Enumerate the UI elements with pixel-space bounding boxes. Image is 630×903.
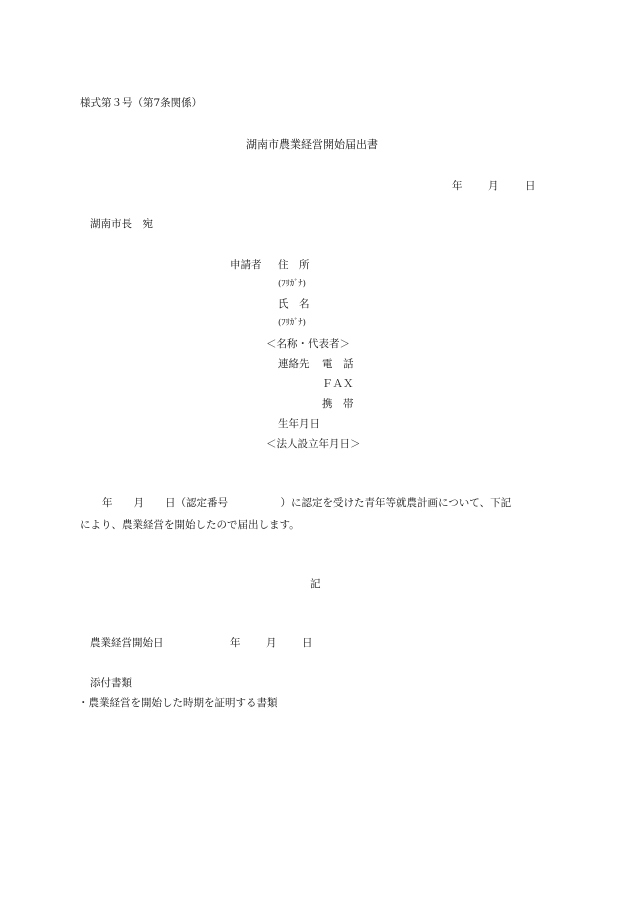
mobile-label: 携 帯 <box>322 398 354 410</box>
corporate-date-label: ＜法人設立年月日＞ <box>266 438 361 450</box>
body-text-line: 年 月 日（認定番号 ）に認定を受けた青年等就農計画について、下記 <box>102 497 512 509</box>
fax-label: ＦＡＸ <box>322 378 354 390</box>
attachments-heading: 添付書類 <box>90 677 132 689</box>
name-label: 氏 名 <box>278 298 310 310</box>
ki-heading: 記 <box>310 578 321 590</box>
recipient: 湖南市長 宛 <box>90 218 153 230</box>
submission-date-year: 年 <box>452 180 463 192</box>
attachment-item: ・農業経営を開始した時期を証明する書類 <box>78 697 278 709</box>
start-date-label: 農業経営開始日 <box>90 637 164 649</box>
phone-label: 電 話 <box>322 358 354 370</box>
submission-date-day: 日 <box>525 180 536 192</box>
contact-label: 連絡先 <box>278 358 310 370</box>
form-number: 様式第３号（第7条関係） <box>80 97 203 109</box>
corporate-name-label: ＜名称・代表者＞ <box>266 338 350 350</box>
applicant-label: 申請者 <box>230 259 262 271</box>
address-label: 住 所 <box>278 259 310 271</box>
furigana-label: (ﾌﾘｶﾞﾅ) <box>278 279 306 289</box>
body-text-line: により、農業経営を開始したので届出します。 <box>80 519 300 531</box>
document-title: 湖南市農業経営開始届出書 <box>246 138 378 151</box>
start-date-year: 年 <box>230 637 241 649</box>
submission-date-month: 月 <box>488 180 499 192</box>
furigana-label: (ﾌﾘｶﾞﾅ) <box>278 318 306 328</box>
start-date-day: 日 <box>302 637 313 649</box>
birthdate-label: 生年月日 <box>278 418 320 430</box>
start-date-month: 月 <box>266 637 277 649</box>
